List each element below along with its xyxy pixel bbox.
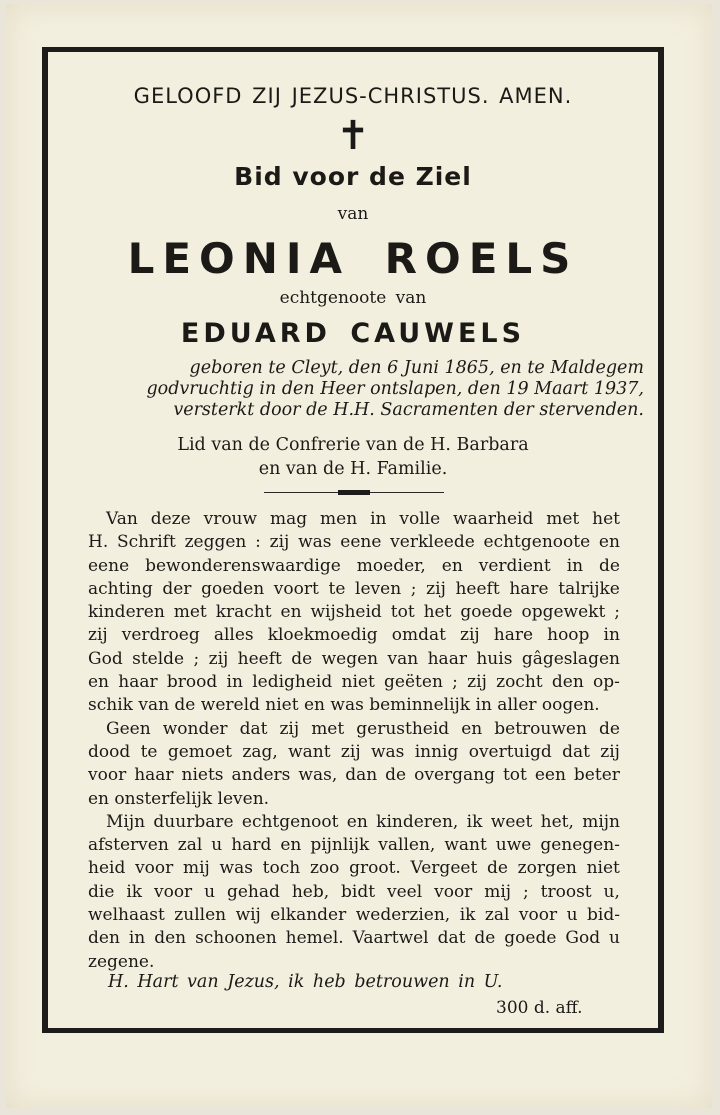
body-word: u	[566, 905, 578, 926]
body-word: en	[346, 811, 368, 832]
body-line	[88, 881, 620, 904]
body-word: bid-	[587, 905, 620, 926]
body-word: tot	[502, 765, 527, 786]
body-word: met	[546, 509, 580, 529]
body-word: ;	[614, 602, 620, 623]
body-word: zij	[467, 672, 487, 693]
body-word: dood	[88, 741, 131, 762]
body-word: een	[534, 765, 566, 786]
body-word: echtgenoot	[241, 811, 339, 832]
body-word: weet	[490, 811, 533, 832]
body-word: ledigheid	[252, 672, 333, 693]
body-word: :	[255, 532, 261, 553]
body-word: kinderen	[88, 602, 165, 623]
membership-line: en van de H. Familie.	[258, 459, 448, 479]
divider-mark	[338, 490, 370, 495]
header-line: GELOOFD ZIJ JEZUS-CHRISTUS. AMEN.	[133, 84, 573, 108]
body-word: was	[370, 741, 405, 762]
body-line	[88, 904, 620, 927]
body-word: zij	[279, 718, 300, 739]
body-word: mij	[182, 858, 210, 879]
body-word: zij	[426, 578, 446, 599]
body-word: haar	[134, 765, 174, 786]
body-word: anders	[231, 765, 291, 786]
body-word: het,	[540, 811, 574, 832]
body-word: dat	[239, 718, 268, 739]
body-word: groot.	[349, 858, 401, 879]
body-line	[88, 834, 620, 857]
body-word: zal	[177, 835, 203, 856]
body-word: gerustheid	[356, 718, 450, 739]
body-word: en	[88, 672, 110, 693]
body-word: ;	[452, 672, 458, 693]
body-word: brood	[166, 672, 218, 693]
indulgence-note: 300 d. aff.	[496, 998, 583, 1018]
body-word: achting	[88, 578, 153, 599]
body-word: dat	[437, 928, 466, 949]
body-line	[88, 811, 620, 834]
body-word: uwe	[495, 835, 532, 856]
body-word: genegen-	[540, 835, 620, 856]
body-word: duurbare	[153, 811, 234, 832]
body-word: zij	[340, 741, 361, 762]
body-word: goeden	[201, 578, 265, 599]
body-word: deze	[150, 509, 191, 529]
body-word: hoop	[547, 625, 590, 646]
body-word: welhaast	[88, 905, 165, 926]
cross-icon: ✝	[336, 113, 370, 159]
body-word: den	[88, 928, 120, 949]
body-word: heb,	[291, 881, 330, 902]
body-word: zij	[600, 741, 620, 762]
body-word: ;	[193, 648, 200, 669]
body-word: het	[423, 602, 452, 623]
body-word: schoonen	[195, 928, 277, 949]
body-word: innig	[414, 741, 459, 762]
body-word: goede	[460, 602, 513, 623]
deceased-name: LEONIA ROELS	[127, 234, 579, 283]
body-word: Van	[106, 509, 138, 529]
body-word: ik	[126, 881, 143, 902]
body-word: voor	[434, 881, 473, 902]
body-word: bewonderenswaardige	[145, 555, 341, 576]
body-word: veel	[387, 881, 423, 902]
body-word: der	[162, 578, 192, 599]
body-word: afsterven	[88, 835, 169, 856]
body-word: dan	[345, 765, 378, 786]
membership	[48, 433, 658, 481]
body-word: mij	[484, 881, 512, 902]
body-line	[88, 927, 620, 950]
body-word: de	[385, 765, 407, 786]
body-word: niet	[586, 858, 620, 879]
body-word: Geen	[106, 718, 151, 739]
body-word: mag	[269, 509, 308, 529]
body-word: verdroeg	[121, 625, 200, 646]
body-word: u	[204, 881, 216, 902]
body-word: zij	[460, 625, 480, 646]
body-line	[88, 764, 620, 787]
body-word: dat	[562, 741, 590, 762]
body-word: troost	[540, 881, 592, 902]
body-word: eene	[340, 532, 382, 553]
body-word: moeder,	[356, 555, 426, 576]
body-word: vallen,	[378, 835, 436, 856]
body-word: waarheid	[453, 509, 534, 529]
body-word: opgewekt	[521, 602, 606, 623]
body-word: hemel.	[285, 928, 344, 949]
bio-line: versterkt door de H.H. Sacramenten der stervenden.	[173, 400, 644, 420]
body-word: H.	[88, 532, 109, 553]
body-word: betrouwen	[494, 718, 587, 739]
body-word: pijnlijk	[310, 835, 370, 856]
body-word: Vaartwel	[352, 928, 429, 949]
body-word: kloekmoedig	[267, 625, 378, 646]
body-line	[88, 718, 620, 741]
body-word: eene	[88, 555, 130, 576]
card-content	[48, 52, 658, 1028]
body-word: heid	[88, 858, 126, 879]
body-word: mijn	[582, 811, 620, 832]
body-word: want	[444, 835, 487, 856]
body-word: goede	[504, 928, 557, 949]
bio-line: geboren te Cleyt, den 6 Juni 1865, en te Maldegem	[189, 358, 644, 378]
body-word: zorgen	[517, 858, 577, 879]
body-word: zeggen	[184, 532, 247, 553]
membership-line: Lid van de Confrerie van de H. Barbara	[177, 435, 529, 455]
body-line: zegene.	[88, 951, 155, 972]
body-word: in	[566, 555, 584, 576]
body-line: schik van de wereld niet en was beminnelijk in aller oogen.	[88, 695, 600, 716]
body-word: alles	[213, 625, 254, 646]
body-word: geëten	[384, 672, 443, 693]
body-word: talrijke	[558, 578, 620, 599]
spouse-name: EDUARD CAUWELS	[180, 318, 526, 349]
body-word: wijsheid	[310, 602, 382, 623]
body-word: u,	[603, 881, 620, 902]
body-line	[88, 741, 620, 764]
body-word: u	[211, 835, 223, 856]
body-line	[88, 508, 620, 531]
body-word: overtuigd	[468, 741, 552, 762]
body-word: was	[219, 858, 253, 879]
body-word: heeft	[237, 648, 282, 669]
body-word: voor	[135, 858, 174, 879]
body-word: Vergeet	[410, 858, 478, 879]
body-word: voort	[273, 578, 319, 599]
body-word: zocht	[496, 672, 543, 693]
body-word: zij	[88, 625, 108, 646]
body-word: te	[140, 741, 158, 762]
closing-prayer: H. Hart van Jezus, ik heb betrouwen in U.	[108, 972, 503, 992]
body-word: God	[565, 928, 601, 949]
body-word: verdient	[478, 555, 551, 576]
body-word: en	[461, 718, 483, 739]
body-word: en	[598, 532, 620, 553]
body-word: leven	[355, 578, 402, 599]
body-line	[88, 531, 620, 554]
body-word: echtgenoote	[483, 532, 591, 553]
body-word: heeft	[455, 578, 500, 599]
body-word: met	[311, 718, 345, 739]
ornamental-divider	[264, 489, 444, 497]
body-word: Mijn	[106, 811, 146, 832]
body-word: haar	[427, 648, 467, 669]
body-word: met	[173, 602, 207, 623]
body-word: ik	[459, 905, 476, 926]
body-word: men	[320, 509, 358, 529]
body-word: Schrift	[117, 532, 176, 553]
body-word: u	[609, 928, 620, 949]
body-word: van	[387, 648, 419, 669]
body-word: zullen	[174, 905, 227, 926]
body-word: den	[154, 928, 187, 949]
body-word: haar	[118, 672, 158, 693]
bio-line: godvruchtig in den Heer ontslapen, den 19 Maart 1937,	[146, 379, 644, 399]
body-line	[88, 648, 620, 671]
body-word: stelde	[132, 648, 185, 669]
body-word: huis	[476, 648, 513, 669]
body-word: gehad	[226, 881, 280, 902]
body-word: omdat	[391, 625, 446, 646]
biography	[76, 358, 644, 421]
body-word: beter	[573, 765, 620, 786]
body-word: ik	[466, 811, 483, 832]
body-word: gemoet	[167, 741, 233, 762]
body-word: ;	[522, 881, 529, 902]
body-word: tot	[390, 602, 415, 623]
body-word: en	[441, 555, 463, 576]
body-word: en	[280, 835, 302, 856]
body-text	[88, 508, 620, 974]
body-word: wegen	[321, 648, 379, 669]
body-word: zij	[269, 532, 290, 553]
body-line	[88, 601, 620, 624]
body-word: verkleede	[390, 532, 475, 553]
body-word: in	[226, 672, 243, 693]
body-word: want	[288, 741, 331, 762]
body-word: kinderen,	[376, 811, 459, 832]
body-word: wederzien,	[355, 905, 451, 926]
body-line	[88, 671, 620, 694]
body-word: hard	[231, 835, 272, 856]
body-word: op-	[593, 672, 620, 693]
body-line	[88, 555, 620, 578]
body-word: zal	[484, 905, 510, 926]
body-word: zoo	[309, 858, 340, 879]
body-word: in	[370, 509, 387, 529]
body-word: de	[487, 858, 508, 879]
body-word: de	[599, 555, 620, 576]
body-word: den	[551, 672, 584, 693]
body-word: het	[592, 509, 620, 529]
body-word: elkander	[270, 905, 347, 926]
body-word: overgang	[414, 765, 495, 786]
spouse-label: echtgenoote van	[279, 288, 427, 308]
card-title: Bid voor de Ziel	[234, 162, 472, 191]
body-word: voor	[88, 765, 127, 786]
body-line	[88, 857, 620, 880]
body-word: wonder	[162, 718, 228, 739]
van-label: van	[337, 204, 369, 224]
body-word: toch	[262, 858, 301, 879]
body-word: in	[603, 625, 620, 646]
body-word: de	[474, 928, 496, 949]
body-word: die	[88, 881, 115, 902]
body-word: voor	[153, 881, 193, 902]
body-word: was	[298, 532, 332, 553]
body-word: gâgeslagen	[521, 648, 620, 669]
body-word: en	[280, 602, 302, 623]
body-word: wij	[235, 905, 261, 926]
body-word: volle	[399, 509, 441, 529]
body-word: bidt	[341, 881, 376, 902]
body-word: te	[328, 578, 346, 599]
body-word: God	[88, 648, 123, 669]
body-line	[88, 578, 620, 601]
body-word: vrouw	[203, 509, 258, 529]
body-word: hare	[509, 578, 549, 599]
body-line: en onsterfelijk leven.	[88, 788, 270, 809]
body-line	[88, 624, 620, 647]
body-word: hare	[493, 625, 534, 646]
body-word: de	[598, 718, 620, 739]
body-word: voor	[518, 905, 558, 926]
body-word: kracht	[215, 602, 272, 623]
body-word: was,	[298, 765, 338, 786]
body-word: ;	[410, 578, 417, 599]
body-word: zag,	[242, 741, 278, 762]
body-word: zij	[208, 648, 229, 669]
body-word: de	[291, 648, 313, 669]
body-word: niet	[341, 672, 375, 693]
body-word: niets	[181, 765, 224, 786]
body-word: in	[128, 928, 146, 949]
